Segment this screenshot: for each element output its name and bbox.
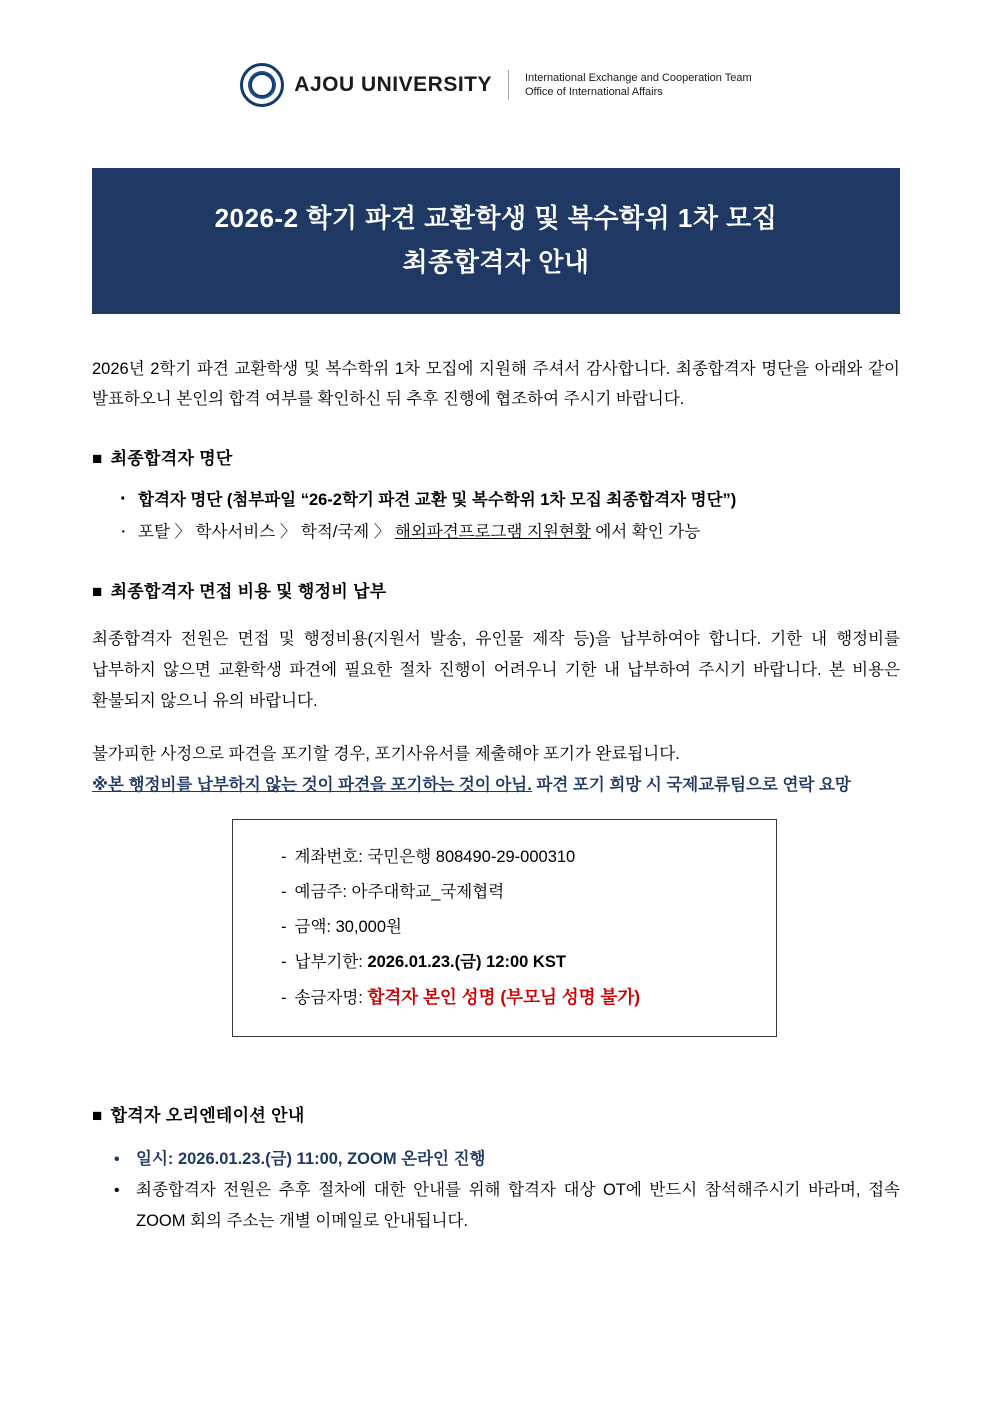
section-title: 합격자 오리엔테이션 안내 [110, 1106, 305, 1125]
payment-label: 예금주: [294, 883, 347, 901]
list-item [120, 517, 900, 547]
list-of-admitted-bullets [92, 485, 900, 547]
dash-icon: - [281, 989, 287, 1007]
portal-path-suffix: 에서 확인 가능 [590, 523, 701, 541]
intro-paragraph: 2026년 2학기 파견 교환학생 및 복수학위 1차 모집에 지원해 주셔서 감사합니다. 최종합격자 명단을 아래와 같이 발표하오니 본인의 합격 여부를 확인하신 뒤 추후 진행에 협조하여 주시기 바랍니다. [92, 360, 900, 408]
portal-path-link[interactable]: 해외파견프로그램 지원현황 [394, 523, 591, 541]
payment-value: 아주대학교_국제협력 [351, 883, 505, 901]
payment-label: 금액: [294, 918, 331, 936]
list-item: · 합격자 명단 (첨부파일 “26-2학기 파견 교환 및 복수학위 1차 모집 최종합격자 명단”) [120, 485, 900, 515]
section-marker-icon: ■ [92, 449, 103, 468]
university-name: AJOU UNIVERSITY [294, 73, 492, 96]
payment-label: 납부기한: [294, 953, 363, 971]
withdraw-note-plain: 파견 포기 희망 시 국제교류팀으로 연락 요망 [531, 776, 851, 794]
header-office [525, 71, 752, 99]
payment-info-box [232, 819, 777, 1037]
withdraw-note-underlined: ※본 행정비를 납부하지 않는 것이 파견을 포기하는 것이 아님. [92, 776, 532, 794]
payment-row-account [281, 840, 776, 875]
section-heading-fee [92, 577, 900, 602]
section-heading-list [92, 444, 900, 469]
payment-value: 국민은행 808490-29-000310 [367, 848, 576, 866]
title-banner [92, 168, 900, 314]
list-item: • 일시: 2026.01.23.(금) 11:00, ZOOM 온라인 진행 [114, 1144, 900, 1175]
list-item: • 최종합격자 전원은 추후 절차에 대한 안내를 위해 합격자 대상 OT에 반드시 참석해주시기 바라며, 접속 ZOOM 회의 주소는 개별 이메일로 안내됩니다. [114, 1175, 900, 1237]
orientation-list [92, 1144, 900, 1237]
fee-paragraph-1: 최종합격자 전원은 면접 및 행정비용(지원서 발송, 유인물 제작 등)을 납부하여야 합니다. 기한 내 행정비를 납부하지 않으면 교환학생 파견에 필요한 절차 진행이 어려우니 기한 내 납부하여 주시기 바랍니다. 본 비용은 환불되지 않으니 유의 바랍니다. [92, 630, 900, 710]
section-heading-orientation [92, 1101, 900, 1126]
fee-paragraph-2 [92, 739, 900, 801]
section-marker-icon: ■ [92, 1106, 103, 1125]
dash-icon: - [281, 883, 287, 901]
section-title: 최종합격자 명단 [110, 449, 233, 468]
title-line-2: 최종합격자 안내 [402, 247, 590, 277]
ajou-seal-icon [240, 63, 284, 107]
payment-label: 송금자명: [294, 989, 363, 1007]
section-title: 최종합격자 면접 비용 및 행정비 납부 [110, 582, 387, 601]
header-office-line2: Office of International Affairs [525, 86, 663, 98]
dash-icon: - [281, 953, 287, 971]
payment-value: 합격자 본인 성명 (부모님 성명 불가) [367, 987, 641, 1007]
dash-icon: - [281, 918, 287, 936]
payment-row-sender [281, 980, 776, 1016]
payment-row-holder [281, 875, 776, 910]
payment-value: 30,000원 [335, 918, 402, 936]
section-marker-icon: ■ [92, 582, 103, 601]
header-divider [508, 70, 509, 100]
dash-icon: - [281, 848, 287, 866]
document-header [92, 0, 900, 108]
payment-value: 2026.01.23.(금) 12:00 KST [367, 953, 566, 971]
payment-label: 계좌번호: [294, 848, 363, 866]
portal-path-prefix: 포탈 〉 학사서비스 〉 학적/국제 〉 [138, 523, 395, 541]
title-line-1: 2026-2 학기 파견 교환학생 및 복수학위 1차 모집 [214, 203, 778, 233]
payment-row-amount [281, 910, 776, 945]
withdraw-sentence: 불가피한 사정으로 파견을 포기할 경우, 포기사유서를 제출해야 포기가 완료됩니다. [92, 745, 680, 763]
payment-row-deadline [281, 945, 776, 980]
header-office-line1: International Exchange and Cooperation Team [525, 72, 752, 84]
